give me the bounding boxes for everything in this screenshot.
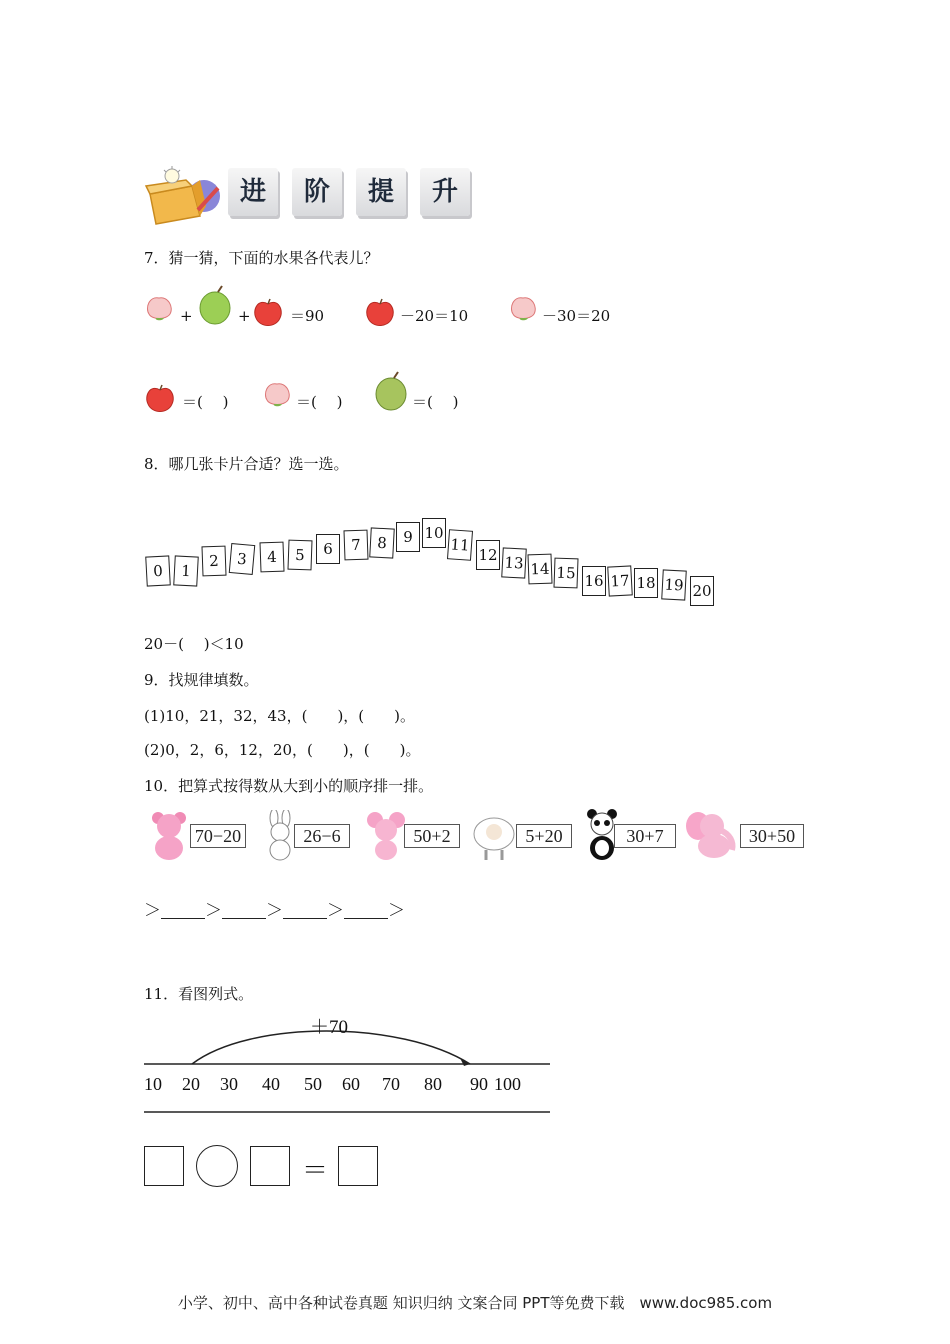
number-line <box>140 1008 560 1118</box>
elephant-icon <box>684 808 740 862</box>
banner-char: 进 <box>239 177 266 207</box>
number-card[interactable]: 11 <box>447 529 473 561</box>
number-card[interactable]: 15 <box>553 558 578 589</box>
tick-label: 20 <box>182 1074 200 1094</box>
answer-apple[interactable]: ＝( ) <box>182 393 229 411</box>
apple-icon <box>144 384 176 414</box>
tick-label: 10 <box>144 1074 162 1094</box>
banner-char: 提 <box>367 177 394 207</box>
number-card[interactable]: 8 <box>369 527 395 558</box>
expression-card: 30+7 <box>614 824 676 848</box>
ordering-answer-row[interactable] <box>144 896 405 921</box>
tick-label: 40 <box>262 1074 280 1094</box>
apple-icon <box>364 298 396 328</box>
greater-than: ＞ <box>388 901 405 921</box>
banner-tile <box>420 168 470 216</box>
expression-card: 26−6 <box>294 824 350 848</box>
question-9-title: 9．找规律填数。 <box>144 671 259 689</box>
tick-labels <box>144 1074 564 1098</box>
number-card[interactable]: 3 <box>229 543 256 575</box>
box-lightbulb-icon <box>142 166 226 228</box>
number-card[interactable]: 18 <box>634 568 658 598</box>
mouse-icon <box>366 810 406 862</box>
number-card[interactable]: 1 <box>173 555 199 586</box>
number-card[interactable]: 13 <box>501 547 527 578</box>
sequence-2[interactable]: (2)0，2，6，12，20，( )，( )。 <box>144 741 421 759</box>
number-card[interactable]: 9 <box>396 522 420 552</box>
tick-label: 60 <box>342 1074 360 1094</box>
number-card[interactable]: 17 <box>607 565 633 596</box>
answer-box[interactable] <box>144 1146 184 1186</box>
bear-icon <box>146 808 192 862</box>
answer-pear[interactable]: ＝( ) <box>412 393 459 411</box>
rabbit-icon <box>262 810 298 862</box>
number-card[interactable]: 6 <box>316 534 340 564</box>
answer-blank[interactable] <box>344 904 388 919</box>
answer-blank[interactable] <box>161 904 205 919</box>
peach-icon <box>262 380 292 408</box>
question-8-expression: 20－( )＜10 <box>144 635 244 653</box>
pear-icon <box>198 284 232 326</box>
tick-label: 70 <box>382 1074 400 1094</box>
banner-char: 阶 <box>303 177 330 207</box>
number-card[interactable]: 7 <box>343 530 368 561</box>
tick-label: 100 <box>494 1074 521 1094</box>
question-7-title: 7．猜一猜，下面的水果各代表儿？ <box>144 249 379 267</box>
number-card[interactable]: 20 <box>690 576 714 606</box>
question-11-title: 11．看图列式。 <box>144 985 254 1003</box>
equals-sign: ＝ <box>302 1156 329 1186</box>
banner-tile <box>228 168 278 216</box>
question-8-title: 8．哪几张卡片合适？选一选。 <box>144 455 349 473</box>
greater-than: ＞ <box>205 901 222 921</box>
equation-peach: －30＝20 <box>542 307 611 325</box>
banner-tile <box>356 168 406 216</box>
plus-sign: + <box>238 307 251 325</box>
operator-circle[interactable] <box>196 1145 238 1187</box>
peach-icon <box>144 294 174 322</box>
pear-icon <box>374 370 408 412</box>
plus-sign: + <box>180 307 193 325</box>
expression-card: 50+2 <box>404 824 460 848</box>
number-card[interactable]: 16 <box>582 566 606 596</box>
greater-than: ＞ <box>144 901 161 921</box>
answer-box[interactable] <box>250 1146 290 1186</box>
expression-card: 5+20 <box>516 824 572 848</box>
number-card[interactable]: 12 <box>476 540 500 570</box>
expression-card: 70−20 <box>190 824 246 848</box>
sequence-1[interactable]: (1)10，21，32，43，( )，( )。 <box>144 707 416 725</box>
expression-card: 30+50 <box>740 824 804 848</box>
arc-label: ＋70 <box>310 1017 349 1038</box>
answer-blank[interactable] <box>222 904 266 919</box>
banner-tile <box>292 168 342 216</box>
peach-icon <box>508 294 538 322</box>
footer-text: 小学、初中、高中各种试卷真题 知识归纳 文案合同 PPT等免费下载 www.doc985.com <box>177 1294 773 1312</box>
equation-apple: －20＝10 <box>400 307 469 325</box>
answer-box[interactable] <box>338 1146 378 1186</box>
sheep-icon <box>470 810 518 862</box>
number-card[interactable]: 14 <box>527 554 552 585</box>
apple-icon <box>252 298 284 328</box>
equation-result: ＝90 <box>290 307 325 325</box>
number-card[interactable]: 0 <box>145 555 171 586</box>
greater-than: ＞ <box>327 901 344 921</box>
banner-char: 升 <box>431 177 458 207</box>
tick-label: 80 <box>424 1074 442 1094</box>
tick-label: 90 <box>470 1074 488 1094</box>
question-10-title: 10．把算式按得数从大到小的顺序排一排。 <box>144 777 434 795</box>
number-card[interactable]: 5 <box>287 540 312 571</box>
number-card[interactable]: 19 <box>661 569 687 600</box>
answer-peach[interactable]: ＝( ) <box>296 393 343 411</box>
tick-label: 50 <box>304 1074 322 1094</box>
number-card[interactable]: 10 <box>422 518 446 548</box>
number-card[interactable]: 2 <box>201 546 226 577</box>
number-card[interactable]: 4 <box>259 542 284 573</box>
tick-label: 30 <box>220 1074 238 1094</box>
greater-than: ＞ <box>266 901 283 921</box>
answer-blank[interactable] <box>283 904 327 919</box>
